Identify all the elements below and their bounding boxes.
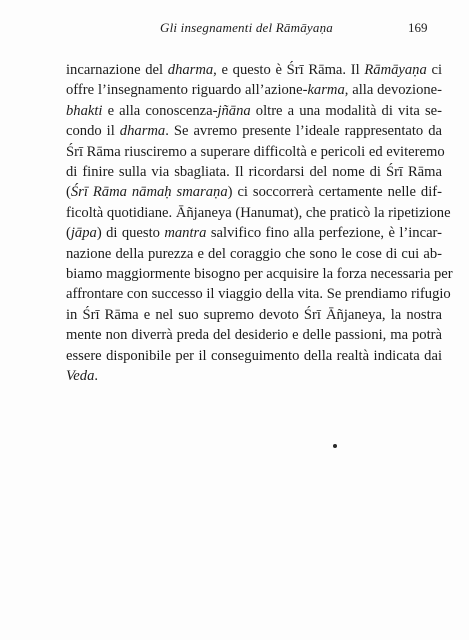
text-line — [66, 264, 453, 284]
text-run: oltre a una modalità di vita se- — [250, 102, 442, 119]
text-run: ficoltà quotidiane. Āñjaneya (Hanumat), che praticò la ripetizione — [66, 204, 451, 221]
text-line — [66, 101, 442, 121]
text-line — [66, 366, 442, 386]
text-run: nazione della purezza e del coraggio che sono le cose di cui ab- — [66, 245, 442, 262]
text-line — [66, 305, 442, 325]
text-run: condo il — [66, 123, 120, 140]
text-run: . — [94, 368, 99, 385]
body-paragraph — [66, 60, 453, 387]
text-run: ( — [66, 225, 71, 242]
text-line — [66, 182, 442, 202]
text-run: incarnazione del — [66, 62, 168, 78]
text-line — [66, 203, 451, 223]
text-line — [66, 162, 442, 182]
text-run: ) ci soccorrerà certamente nelle dif- — [227, 184, 442, 201]
text-run: ( — [66, 184, 71, 201]
text-run: salvifico fino alla perfezione, è l’incar- — [206, 225, 442, 242]
text-run: ci — [426, 62, 443, 78]
italic-term: dharma — [119, 123, 166, 140]
text-run: e alla conoscenza- — [102, 102, 218, 119]
text-line — [66, 244, 442, 264]
text-line — [66, 223, 442, 243]
text-line — [66, 80, 442, 100]
italic-term: jñāna — [217, 102, 251, 119]
text-line — [66, 142, 445, 162]
italic-term: karma — [307, 82, 345, 99]
stray-ink-dot — [333, 444, 337, 448]
text-run: biamo maggiormente bisogno per acquisire la forza necessaria per — [66, 266, 453, 283]
italic-term: dharma — [167, 62, 214, 78]
text-run: essere disponibile per il conseguimento della realtà indicata dai — [66, 347, 442, 364]
text-run: mente non diverrà preda del desiderio e delle passioni, ma potrà — [66, 327, 442, 344]
text-run: ) di questo — [96, 225, 165, 242]
text-line — [66, 284, 451, 304]
text-run: . Se avremo presente l’ideale rappresentato da — [165, 123, 442, 140]
page-number: 169 — [408, 20, 428, 35]
text-line — [66, 325, 442, 345]
running-title: Gli insegnamenti del Rāmāyaṇa — [160, 20, 333, 35]
text-run: in Śrī Rāma e nel suo supremo devoto Śrī Āñjaneya, la nostra — [66, 306, 442, 323]
text-line — [66, 121, 442, 141]
text-run: , e questo è Śrī Rāma. Il — [213, 62, 365, 78]
text-line — [66, 60, 442, 80]
text-run: affrontare con successo il viaggio della vita. Se prendiamo rifugio — [66, 286, 451, 303]
italic-term: Śrī Rāma nāmaḥ smaraṇa — [70, 184, 228, 201]
italic-term: Rāmāyaṇa — [364, 62, 427, 78]
text-run: Śrī Rāma riusciremo a superare difficoltà e pericoli ed eviteremo — [66, 143, 445, 160]
text-line — [66, 346, 442, 366]
italic-term: mantra — [164, 225, 207, 242]
text-run: , alla devozione- — [344, 82, 442, 99]
text-run: di finire sulla via sbagliata. Il ricordarsi del nome di Śrī Rāma — [66, 164, 442, 181]
italic-term: Veda — [66, 368, 95, 385]
text-run: offre l’insegnamento riguardo all’azione- — [66, 82, 308, 99]
italic-term: bhakti — [66, 102, 103, 119]
italic-term: jāpa — [70, 225, 97, 242]
